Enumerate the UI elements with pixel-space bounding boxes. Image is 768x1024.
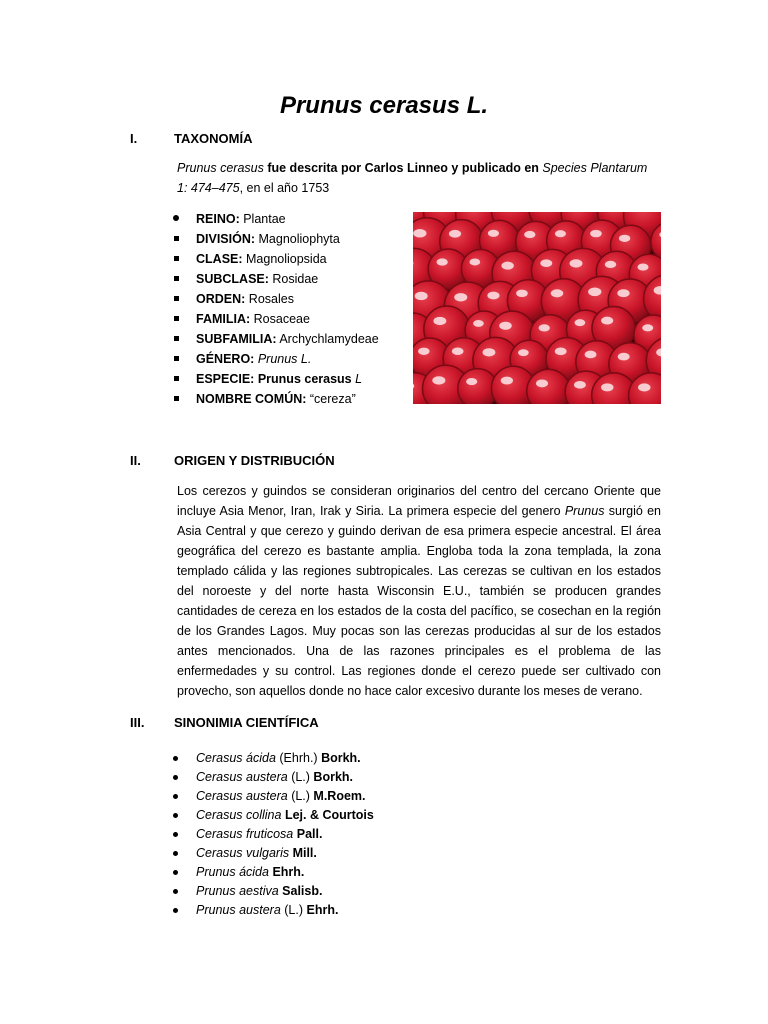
taxonomy-value: Rosales (245, 292, 294, 306)
bullet-icon (173, 825, 178, 844)
bullet-icon (173, 309, 183, 329)
taxonomy-value: Magnoliophyta (255, 232, 340, 246)
synonym-name: Cerasus fruticosa (196, 827, 294, 841)
taxonomy-list (173, 209, 379, 409)
page-title: Prunus cerasus L. (279, 92, 489, 119)
taxonomy-value: Prunus L. (254, 352, 312, 366)
synonym-name: Cerasus collina (196, 808, 282, 822)
synonym-author: Mill. (289, 846, 317, 860)
section-label: ORIGEN Y DISTRIBUCIÓN (174, 453, 335, 468)
origen-paragraph (177, 481, 661, 701)
synonym-author: Ehrh. (303, 903, 339, 917)
bullet-icon (173, 349, 183, 369)
taxonomy-key: FAMILIA: (196, 312, 251, 326)
synonym-author: Salisb. (278, 884, 323, 898)
taxonomy-item (173, 289, 379, 309)
bullet-icon (173, 806, 178, 825)
intro-text-1: fue descrita por Carlos Linneo y publicado en (263, 161, 543, 175)
bullet-icon (173, 209, 183, 229)
taxonomy-key: CLASE: (196, 252, 243, 266)
bullet-icon (173, 901, 178, 920)
taxonomy-item (173, 229, 379, 249)
bullet-icon (173, 369, 183, 389)
synonym-name: Prunus austera (196, 903, 281, 917)
taxonomy-key: SUBFAMILIA: (196, 332, 277, 346)
synonym-item (173, 825, 374, 844)
taxonomy-value: Rosidae (268, 272, 319, 286)
synonym-author: Pall. (293, 827, 323, 841)
synonym-item (173, 787, 374, 806)
cherries-photo (413, 212, 661, 404)
section-number: III. (130, 715, 145, 730)
taxonomy-item (173, 249, 379, 269)
taxonomy-item (173, 389, 379, 409)
synonym-author: Borkh. (309, 770, 354, 784)
intro-species-name: Prunus cerasus (177, 161, 264, 175)
bullet-icon (173, 329, 183, 349)
synonym-author: Lej. & Courtois (281, 808, 374, 822)
cherries-image (413, 212, 661, 404)
synonym-author: Ehrh. (268, 865, 305, 879)
taxonomy-key: SUBCLASE: (196, 272, 269, 286)
bullet-icon (173, 289, 183, 309)
taxonomy-intro (177, 158, 661, 198)
synonym-parenthetical: (Ehrh.) (275, 751, 318, 765)
taxonomy-key: ORDEN: (196, 292, 246, 306)
bullet-icon (173, 787, 178, 806)
bullet-icon (173, 229, 183, 249)
taxonomy-item (173, 209, 379, 229)
section-number: II. (130, 453, 141, 468)
bullet-icon (173, 269, 183, 289)
synonym-item (173, 882, 374, 901)
bullet-icon (173, 749, 178, 768)
section-number: I. (130, 131, 138, 146)
synonym-author: Borkh. (317, 751, 361, 765)
synonym-item (173, 901, 374, 920)
taxonomy-key: NOMBRE COMÚN: (196, 392, 307, 406)
bullet-icon (173, 768, 178, 787)
bullet-icon (173, 844, 178, 863)
origen-genus: Prunus (564, 504, 605, 518)
synonym-name: Prunus ácida (196, 865, 269, 879)
taxonomy-item (173, 369, 379, 389)
synonym-item (173, 806, 374, 825)
origen-text-1: Los cerezos y guindos se consideran originarios del centro del cercano Oriente que incluye Asia Menor, Iran, Irak y Siria. La primera especie del genero (177, 484, 661, 518)
synonym-parenthetical: (L.) (287, 770, 310, 784)
taxonomy-item (173, 329, 379, 349)
synonym-author: M.Roem. (309, 789, 366, 803)
synonym-name: Cerasus vulgaris (196, 846, 290, 860)
origen-text-2: surgió en Asia Central y que cerezo y guindo derivan de esa primera especie ancestral. El área geográfica del cerezo es bastante amplia. Engloba toda la zona templada, la zona templado cálida y las regiones subtropicales. Las cerezas se cultivan en los estados del noroeste y del norte hasta Wisconsin E.U., también se producen grandes cantidades de cereza en los estados de la costa del pacífico, se cosechan en la región de los Grandes Lagos. Muy pocas son las cerezas producidas al sur de los estados antes mencionados. Una de las razones principales es el problema de las enfermedades y su control. Las regiones donde el cerezo puede ser cultivado con provecho, son aquellos donde no hace calor excesivo durante los meses de verano. (177, 504, 661, 698)
taxonomy-value: “cereza” (306, 392, 356, 406)
taxonomy-key: REINO: (196, 212, 240, 226)
synonym-item (173, 844, 374, 863)
synonym-parenthetical: (L.) (280, 903, 304, 917)
taxonomy-item (173, 269, 379, 289)
bullet-icon (173, 389, 183, 409)
taxonomy-key: ESPECIE: (196, 372, 255, 386)
bullet-icon (173, 249, 183, 269)
intro-text-2: , en el año 1753 (239, 181, 330, 195)
section-label: TAXONOMÍA (174, 131, 253, 146)
synonym-parenthetical: (L.) (287, 789, 310, 803)
synonym-item (173, 863, 374, 882)
taxonomy-value: Prunus cerasus (254, 372, 356, 386)
synonyms-list (173, 749, 374, 920)
taxonomy-item (173, 309, 379, 329)
synonym-name: Prunus aestiva (196, 884, 279, 898)
taxonomy-value: Archychlamydeae (276, 332, 379, 346)
synonym-item (173, 749, 374, 768)
synonym-item (173, 768, 374, 787)
taxonomy-suffix: L (355, 372, 363, 386)
synonym-name: Cerasus austera (196, 789, 288, 803)
taxonomy-key: GÉNERO: (196, 352, 255, 366)
section-label: SINONIMIA CIENTÍFICA (174, 715, 319, 730)
bullet-icon (173, 882, 178, 901)
bullet-icon (173, 863, 178, 882)
synonym-name: Cerasus austera (196, 770, 288, 784)
taxonomy-value: Rosaceae (250, 312, 310, 326)
taxonomy-item (173, 349, 379, 369)
cherry-shape (527, 369, 570, 404)
taxonomy-value: Magnoliopsida (242, 252, 327, 266)
taxonomy-value: Plantae (239, 212, 286, 226)
intro-work-title: Species Plantarum 1: 474–475 (177, 161, 648, 195)
synonym-name: Cerasus ácida (196, 751, 276, 765)
taxonomy-key: DIVISIÓN: (196, 232, 256, 246)
